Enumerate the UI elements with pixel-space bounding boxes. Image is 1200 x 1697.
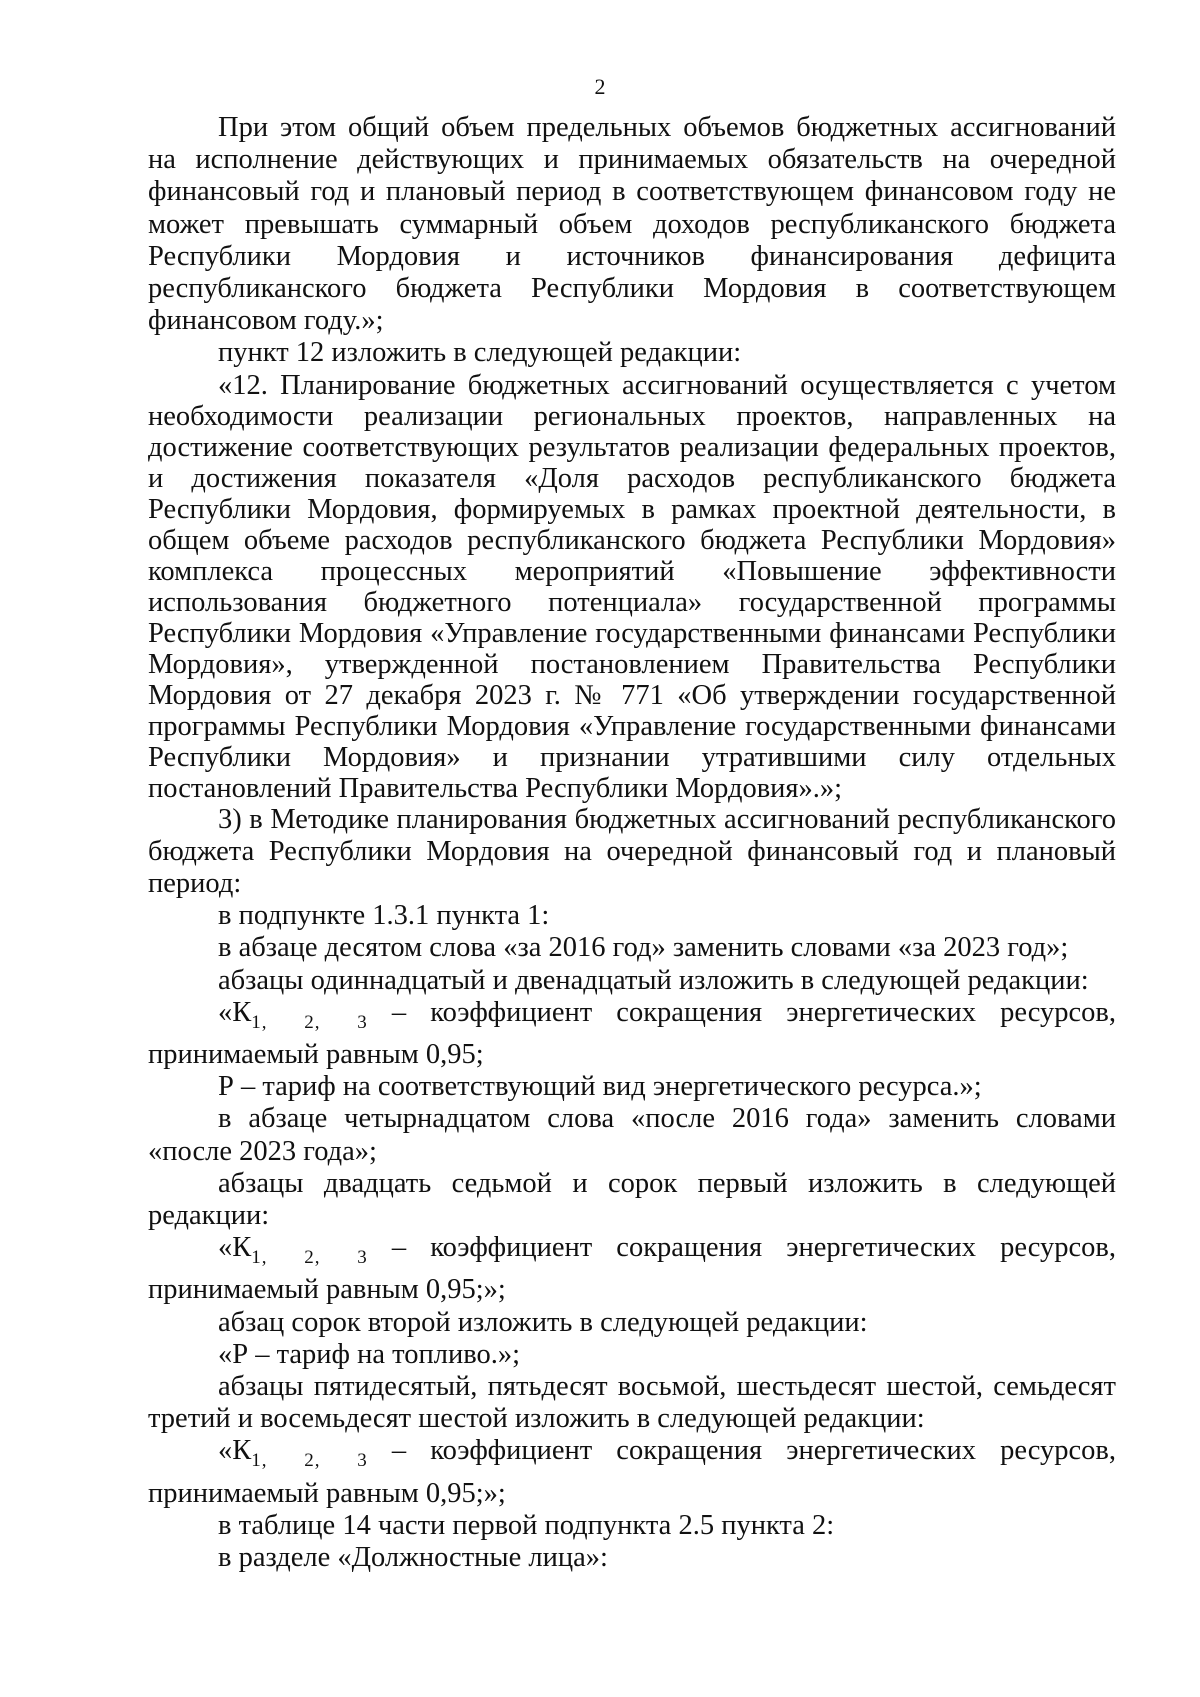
paragraph-subitem-1-3-1: в подпункте 1.3.1 пункта 1: [218,900,550,932]
paragraph-methodology-intro: 3) в Методике планирования бюджетных ассигнований республиканского бюджета Республики Мордовия на очередной финансовый год и плановый период: [148,803,1116,900]
paragraph-tenth-abzac-change: в абзаце десятом слова «за 2016 год» заменить словами «за 2023 год»; [218,932,1069,964]
coefficient-symbol: «К [218,1435,252,1467]
paragraph-table-14: в таблице 14 части первой подпункта 2.5 пункта 2: [218,1509,835,1541]
paragraph-coefficient-definition-1 [148,997,1116,1071]
coefficient-subscript: 1, 2, 3 [251,1450,368,1472]
document-body [148,112,1116,1574]
paragraph-tariff-fuel: «Р – тариф на топливо.»; [218,1338,521,1370]
paragraph-item-12-text: «12. Планирование бюджетных ассигнований осуществляется с учетом необходимости реализации региональных проектов, направленных на достижение соответствующих результатов реализации федеральных проектов, и достижения показателя «Доля расходов республиканского бюджета Республики Мордовия, формируемых в рамках проектной деятельности, в общем объеме расходов республиканского бюджета Республики Мордовия» комплекса процессных мероприятий «Повышение эффективности использования бюджетного потенциала» государственной программы Республики Мордовия «Управление государственными финансами Республики Мордовия», утвержденной постановлением Правительства Республики Мордовия от 27 декабря 2023 г. № 771 «Об утверждении государственной программы Республики Мордовия «Управление государственными финансами Республики Мордовия» и признании утратившими силу отдельных постановлений Правительства Республики Мордовия».»; [148,369,1116,804]
paragraph-fourteenth-abzac-change: в абзаце четырнадцатом слова «после 2016 года» заменить словами «после 2023 года»; [148,1103,1116,1167]
coefficient-text: – коэффициент сокращения энергетических ресурсов, принимаемый равным 0,95; [148,996,1117,1071]
page-number: 2 [594,74,606,99]
paragraph-coefficient-definition-3 [148,1435,1116,1509]
paragraph-42nd-abzac: абзац сорок второй изложить в следующей редакции: [218,1306,868,1338]
paragraph-officials-section: в разделе «Должностные лица»: [218,1542,608,1574]
coefficient-subscript: 1, 2, 3 [251,1011,368,1033]
paragraph-total-allocations-limit: При этом общий объем предельных объемов бюджетных ассигнований на исполнение действующих и принимаемых обязательств на очередной финансовый год и плановый период в соответствующем финансовом году не может превышать суммарный объем доходов республиканского бюджета Республики Мордовия и источников финансирования дефицита республиканского бюджета Республики Мордовия в соответствующем финансовом году.»; [148,112,1116,337]
paragraph-tariff-energy-resource: Р – тариф на соответствующий вид энергетического ресурса.»; [218,1071,982,1103]
coefficient-subscript: 1, 2, 3 [251,1247,368,1269]
coefficient-text: – коэффициент сокращения энергетических ресурсов, принимаемый равным 0,95;»; [148,1232,1117,1306]
paragraph-eleventh-twelfth-abzac: абзацы одиннадцатый и двенадцатый изложить в следующей редакции: [218,964,1089,996]
coefficient-text: – коэффициент сокращения энергетических ресурсов, принимаемый равным 0,95;»; [148,1435,1117,1509]
paragraph-coefficient-definition-2 [148,1232,1116,1306]
coefficient-symbol: «К [218,996,252,1028]
paragraph-item-12-instruction: пункт 12 изложить в следующей редакции: [218,337,742,369]
paragraph-multiple-abzac: абзацы пятидесятый, пятьдесят восьмой, шестьдесят шестой, семьдесят третий и восемьдесят шестой изложить в следующей редакции: [148,1371,1116,1435]
coefficient-symbol: «К [218,1232,252,1264]
paragraph-27th-41st-abzac: абзацы двадцать седьмой и сорок первый изложить в следующей редакции: [148,1167,1116,1232]
